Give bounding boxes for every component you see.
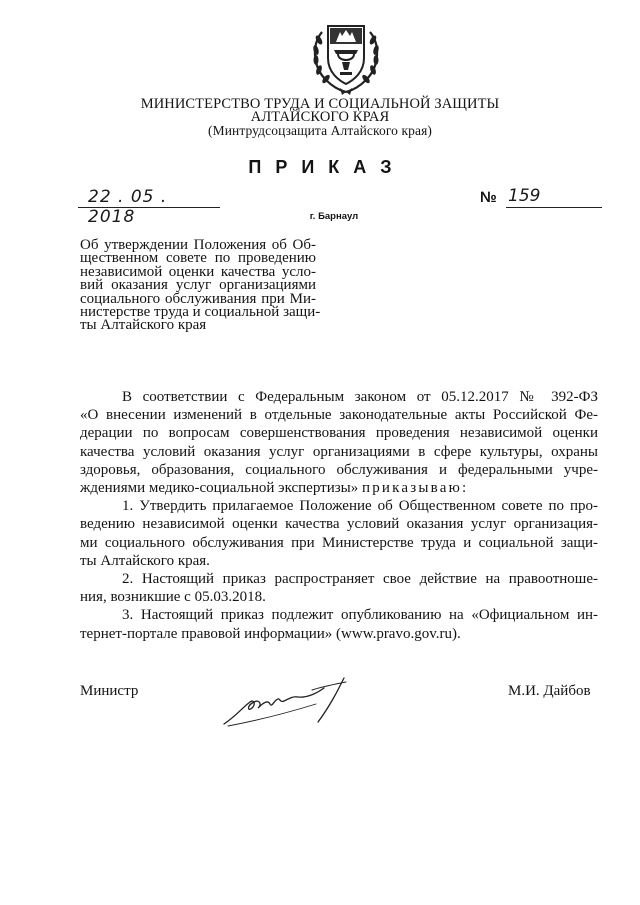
order-keyword: приказываю:: [361, 480, 469, 497]
handwritten-signature-icon: [220, 672, 360, 732]
order-date: 22 . 05 . 2018: [88, 187, 168, 227]
order-number: 159: [508, 186, 541, 206]
item-1-line: ведению независимой оценки качества условий оказания услуг организация-: [80, 516, 598, 533]
subject-line: щественном совете по проведению: [80, 250, 316, 267]
subject-line: независимой оценки качества усло-: [80, 263, 316, 280]
order-number-label: №: [480, 189, 497, 206]
item-2-line: 2. Настоящий приказ распространяет свое действие на правоотноше-: [122, 571, 598, 588]
ministry-name-line2: АЛТАЙСКОГО КРАЯ: [250, 109, 390, 125]
signatory-role: Министр: [80, 683, 139, 699]
body-line: В соответствии с Федеральным законом от 05.12.2017 № 392-ФЗ: [122, 389, 598, 405]
ministry-short-name: (Минтрудсоцзащита Алтайского края): [208, 123, 432, 138]
item-2-line: ния, возникшие с 05.03.2018.: [80, 589, 266, 606]
body-line: дерации по вопросам совершенствования проведения независимой оценки: [80, 425, 598, 442]
body-line: «О внесении изменений в отдельные законодательные акты Российской Фе-: [80, 407, 598, 424]
item-1-line: ты Алтайского края.: [80, 552, 210, 569]
subject-line: нистерстве труда и социальной защи-: [80, 304, 321, 321]
item-1-line: 1. Утвердить прилагаемое Положение об Общественном совете по про-: [122, 498, 598, 515]
ministry-name-line1: МИНИСТЕРСТВО ТРУДА И СОЦИАЛЬНОЙ ЗАЩИТЫ: [140, 96, 500, 112]
item-1-line: ми социального обслуживания при Министерстве труда и социальной защи-: [80, 534, 598, 551]
order-subject: [80, 237, 321, 334]
body-line: здоровья, образования, социального обслуживания и федеральными учре-: [80, 461, 598, 478]
number-underline: [506, 207, 602, 208]
body-line: [80, 479, 598, 497]
order-title: ПРИКАЗ: [248, 157, 406, 177]
subject-line: ты Алтайского края: [80, 317, 207, 334]
subject-line: социального обслуживания при Ми-: [80, 290, 316, 307]
subject-line: вий оказания услуг организациями: [80, 277, 316, 294]
city-name: г. Барнаул: [309, 211, 359, 222]
date-underline: [78, 207, 220, 208]
coat-of-arms-icon: [306, 18, 386, 96]
subject-line: Об утверждении Положения об Об-: [80, 237, 316, 253]
signatory-name: М.И. Дайбов: [508, 683, 591, 699]
order-body: [80, 388, 598, 643]
item-3-line: 3. Настоящий приказ подлежит опубликованию на «Официальном ин-: [122, 607, 598, 624]
body-line: качества условий оказания услуг организациями в сфере культуры, охраны: [80, 443, 598, 460]
body-line-text: ждениями медико-социальной экспертизы»: [80, 480, 359, 497]
item-3-line: тернет-портале правовой информации» (www.pravo.gov.ru).: [80, 625, 461, 642]
